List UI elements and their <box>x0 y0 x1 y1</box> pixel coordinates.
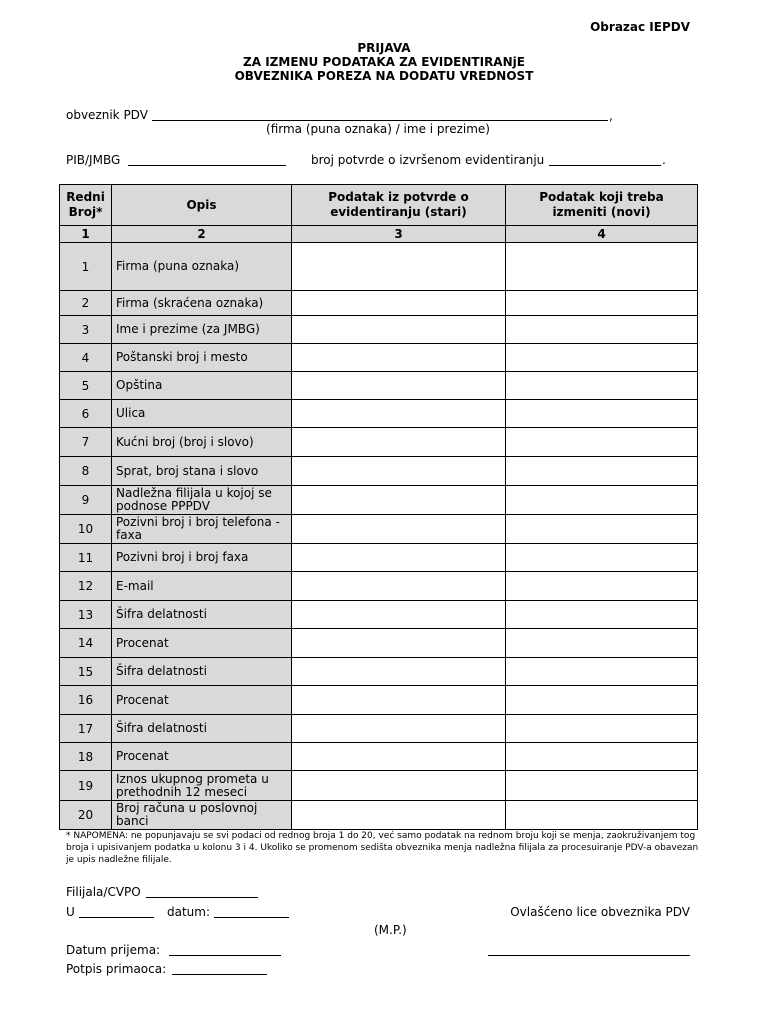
column-number: 2 <box>112 226 292 243</box>
table-row <box>60 316 698 344</box>
row-description: E-mail <box>112 572 292 601</box>
row-number[interactable]: 10 <box>60 515 112 544</box>
new-value-cell[interactable] <box>506 428 698 457</box>
old-value-cell[interactable] <box>292 544 506 572</box>
table-row <box>60 572 698 601</box>
date-field[interactable] <box>214 917 289 918</box>
new-value-cell[interactable] <box>506 715 698 743</box>
column-number: 4 <box>506 226 698 243</box>
row-number[interactable]: 2 <box>60 291 112 316</box>
new-value-cell[interactable] <box>506 686 698 715</box>
old-value-cell[interactable] <box>292 291 506 316</box>
datum-label: datum: <box>167 905 211 919</box>
row-number[interactable]: 5 <box>60 372 112 400</box>
row-number[interactable]: 16 <box>60 686 112 715</box>
row-number[interactable]: 14 <box>60 629 112 658</box>
table-row <box>60 486 698 515</box>
row-description: Opština <box>112 372 292 400</box>
row-description: Iznos ukupnog prometa u prethodnih 12 meseci <box>112 771 292 801</box>
old-value-cell[interactable] <box>292 715 506 743</box>
row-description: Firma (puna oznaka) <box>112 243 292 291</box>
old-value-cell[interactable] <box>292 572 506 601</box>
row-description: Sprat, broj stana i slovo <box>112 457 292 486</box>
row-number[interactable]: 17 <box>60 715 112 743</box>
datum-prijema-label: Datum prijema: <box>66 943 161 957</box>
potvrda-label: broj potvrde o izvršenom evidentiranju <box>311 153 545 167</box>
potvrda-field[interactable] <box>549 165 661 166</box>
old-value-cell[interactable] <box>292 428 506 457</box>
row-number[interactable]: 15 <box>60 658 112 686</box>
u-label: U <box>66 905 75 919</box>
old-value-cell[interactable] <box>292 658 506 686</box>
row-description: Broj računa u poslovnoj banci <box>112 801 292 830</box>
header-stari: Podatak iz potvrde o evidentiranju (stari) <box>292 185 506 226</box>
table-row <box>60 344 698 372</box>
table-row <box>60 601 698 629</box>
row-number[interactable]: 8 <box>60 457 112 486</box>
old-value-cell[interactable] <box>292 457 506 486</box>
table-row <box>60 658 698 686</box>
row-number[interactable]: 3 <box>60 316 112 344</box>
obveznik-comma: , <box>609 109 613 123</box>
new-value-cell[interactable] <box>506 344 698 372</box>
row-description: Procenat <box>112 686 292 715</box>
table-row <box>60 743 698 771</box>
old-value-cell[interactable] <box>292 743 506 771</box>
new-value-cell[interactable] <box>506 486 698 515</box>
new-value-cell[interactable] <box>506 457 698 486</box>
row-description: Procenat <box>112 629 292 658</box>
title-line-3: OBVEZNIKA POREZA NA DODATU VREDNOST <box>234 69 534 83</box>
footnote-prefix: * NAPOMENA: <box>66 831 128 841</box>
row-description: Ime i prezime (za JMBG) <box>112 316 292 344</box>
new-value-cell[interactable] <box>506 243 698 291</box>
table-row <box>60 686 698 715</box>
title-line-2: ZA IZMENU PODATAKA ZA EVIDENTIRANjE <box>243 55 525 69</box>
old-value-cell[interactable] <box>292 515 506 544</box>
potpis-label: Potpis primaoca: <box>66 962 167 976</box>
old-value-cell[interactable] <box>292 316 506 344</box>
table-row <box>60 629 698 658</box>
row-description: Procenat <box>112 743 292 771</box>
new-value-cell[interactable] <box>506 291 698 316</box>
row-description: Poštanski broj i mesto <box>112 344 292 372</box>
row-number[interactable]: 18 <box>60 743 112 771</box>
new-value-cell[interactable] <box>506 515 698 544</box>
row-description: Pozivni broj i broj telefona - faxa <box>112 515 292 544</box>
pib-field[interactable] <box>128 165 286 166</box>
row-number[interactable]: 20 <box>60 801 112 830</box>
row-description: Šifra delatnosti <box>112 658 292 686</box>
row-description: Firma (skraćena oznaka) <box>112 291 292 316</box>
change-table <box>59 184 698 830</box>
filijala-field[interactable] <box>146 897 258 898</box>
place-field[interactable] <box>79 917 154 918</box>
new-value-cell[interactable] <box>506 372 698 400</box>
header-novi: Podatak koji treba izmeniti (novi) <box>506 185 698 226</box>
old-value-cell[interactable] <box>292 243 506 291</box>
table-row <box>60 771 698 801</box>
new-value-cell[interactable] <box>506 743 698 771</box>
row-description: Šifra delatnosti <box>112 715 292 743</box>
new-value-cell[interactable] <box>506 544 698 572</box>
row-description: Nadležna filijala u kojoj se podnose PPPDV <box>112 486 292 515</box>
table-row <box>60 715 698 743</box>
new-value-cell[interactable] <box>506 572 698 601</box>
form-title <box>0 41 768 83</box>
table-row <box>60 801 698 830</box>
filijala-label: Filijala/CVPO <box>66 885 141 899</box>
old-value-cell[interactable] <box>292 486 506 515</box>
row-number[interactable]: 13 <box>60 601 112 629</box>
old-value-cell[interactable] <box>292 372 506 400</box>
table-row <box>60 457 698 486</box>
row-number[interactable]: 12 <box>60 572 112 601</box>
row-number[interactable]: 9 <box>60 486 112 515</box>
table-row <box>60 544 698 572</box>
header-redni-broj: Redni Broj* <box>60 185 112 226</box>
table-row <box>60 428 698 457</box>
mp-label: (M.P.) <box>374 923 407 937</box>
form-code: Obrazac IEPDV <box>590 20 690 34</box>
table-row <box>60 372 698 400</box>
old-value-cell[interactable] <box>292 629 506 658</box>
row-number[interactable]: 7 <box>60 428 112 457</box>
obveznik-label: obveznik PDV <box>66 108 148 122</box>
obveznik-field[interactable] <box>152 120 608 121</box>
old-value-cell[interactable] <box>292 601 506 629</box>
footnote-text: ne popunjavaju se svi podaci od rednog broja 1 do 20, već samo podatak na rednom broju koji se menja, zaokruživanjem tog broja i upisivanjem podatka u kolonu 3 i 4. Ukoliko se promenom sedišta obveznika menja nadležna filijala za procesuiranje PDV-a obavezan je upis nadležne filijale. <box>66 831 699 865</box>
pib-label: PIB/JMBG <box>66 153 121 167</box>
new-value-cell[interactable] <box>506 801 698 830</box>
row-description: Kućni broj (broj i slovo) <box>112 428 292 457</box>
table-row <box>60 291 698 316</box>
new-value-cell[interactable] <box>506 658 698 686</box>
table-row <box>60 515 698 544</box>
ovlasceno-label: Ovlašćeno lice obveznika PDV <box>510 905 690 919</box>
potpis-field[interactable] <box>172 974 267 975</box>
potvrda-period: . <box>662 153 666 167</box>
new-value-cell[interactable] <box>506 601 698 629</box>
obveznik-hint: (firma (puna oznaka) / ime i prezime) <box>266 122 490 136</box>
row-number[interactable]: 11 <box>60 544 112 572</box>
old-value-cell[interactable] <box>292 400 506 428</box>
row-description: Šifra delatnosti <box>112 601 292 629</box>
old-value-cell[interactable] <box>292 344 506 372</box>
new-value-cell[interactable] <box>506 629 698 658</box>
row-number[interactable]: 1 <box>60 243 112 291</box>
datum-prijema-field[interactable] <box>169 955 281 956</box>
new-value-cell[interactable] <box>506 316 698 344</box>
column-number: 3 <box>292 226 506 243</box>
header-opis: Opis <box>112 185 292 226</box>
row-number[interactable]: 19 <box>60 771 112 801</box>
old-value-cell[interactable] <box>292 801 506 830</box>
row-number[interactable]: 4 <box>60 344 112 372</box>
table-row <box>60 243 698 291</box>
column-number: 1 <box>60 226 112 243</box>
row-description: Pozivni broj i broj faxa <box>112 544 292 572</box>
row-description: Ulica <box>112 400 292 428</box>
old-value-cell[interactable] <box>292 771 506 801</box>
new-value-cell[interactable] <box>506 771 698 801</box>
signature-line[interactable] <box>488 955 690 956</box>
title-line-1: PRIJAVA <box>357 41 411 55</box>
old-value-cell[interactable] <box>292 686 506 715</box>
new-value-cell[interactable] <box>506 400 698 428</box>
table-row <box>60 400 698 428</box>
row-number[interactable]: 6 <box>60 400 112 428</box>
footnote <box>66 830 706 866</box>
